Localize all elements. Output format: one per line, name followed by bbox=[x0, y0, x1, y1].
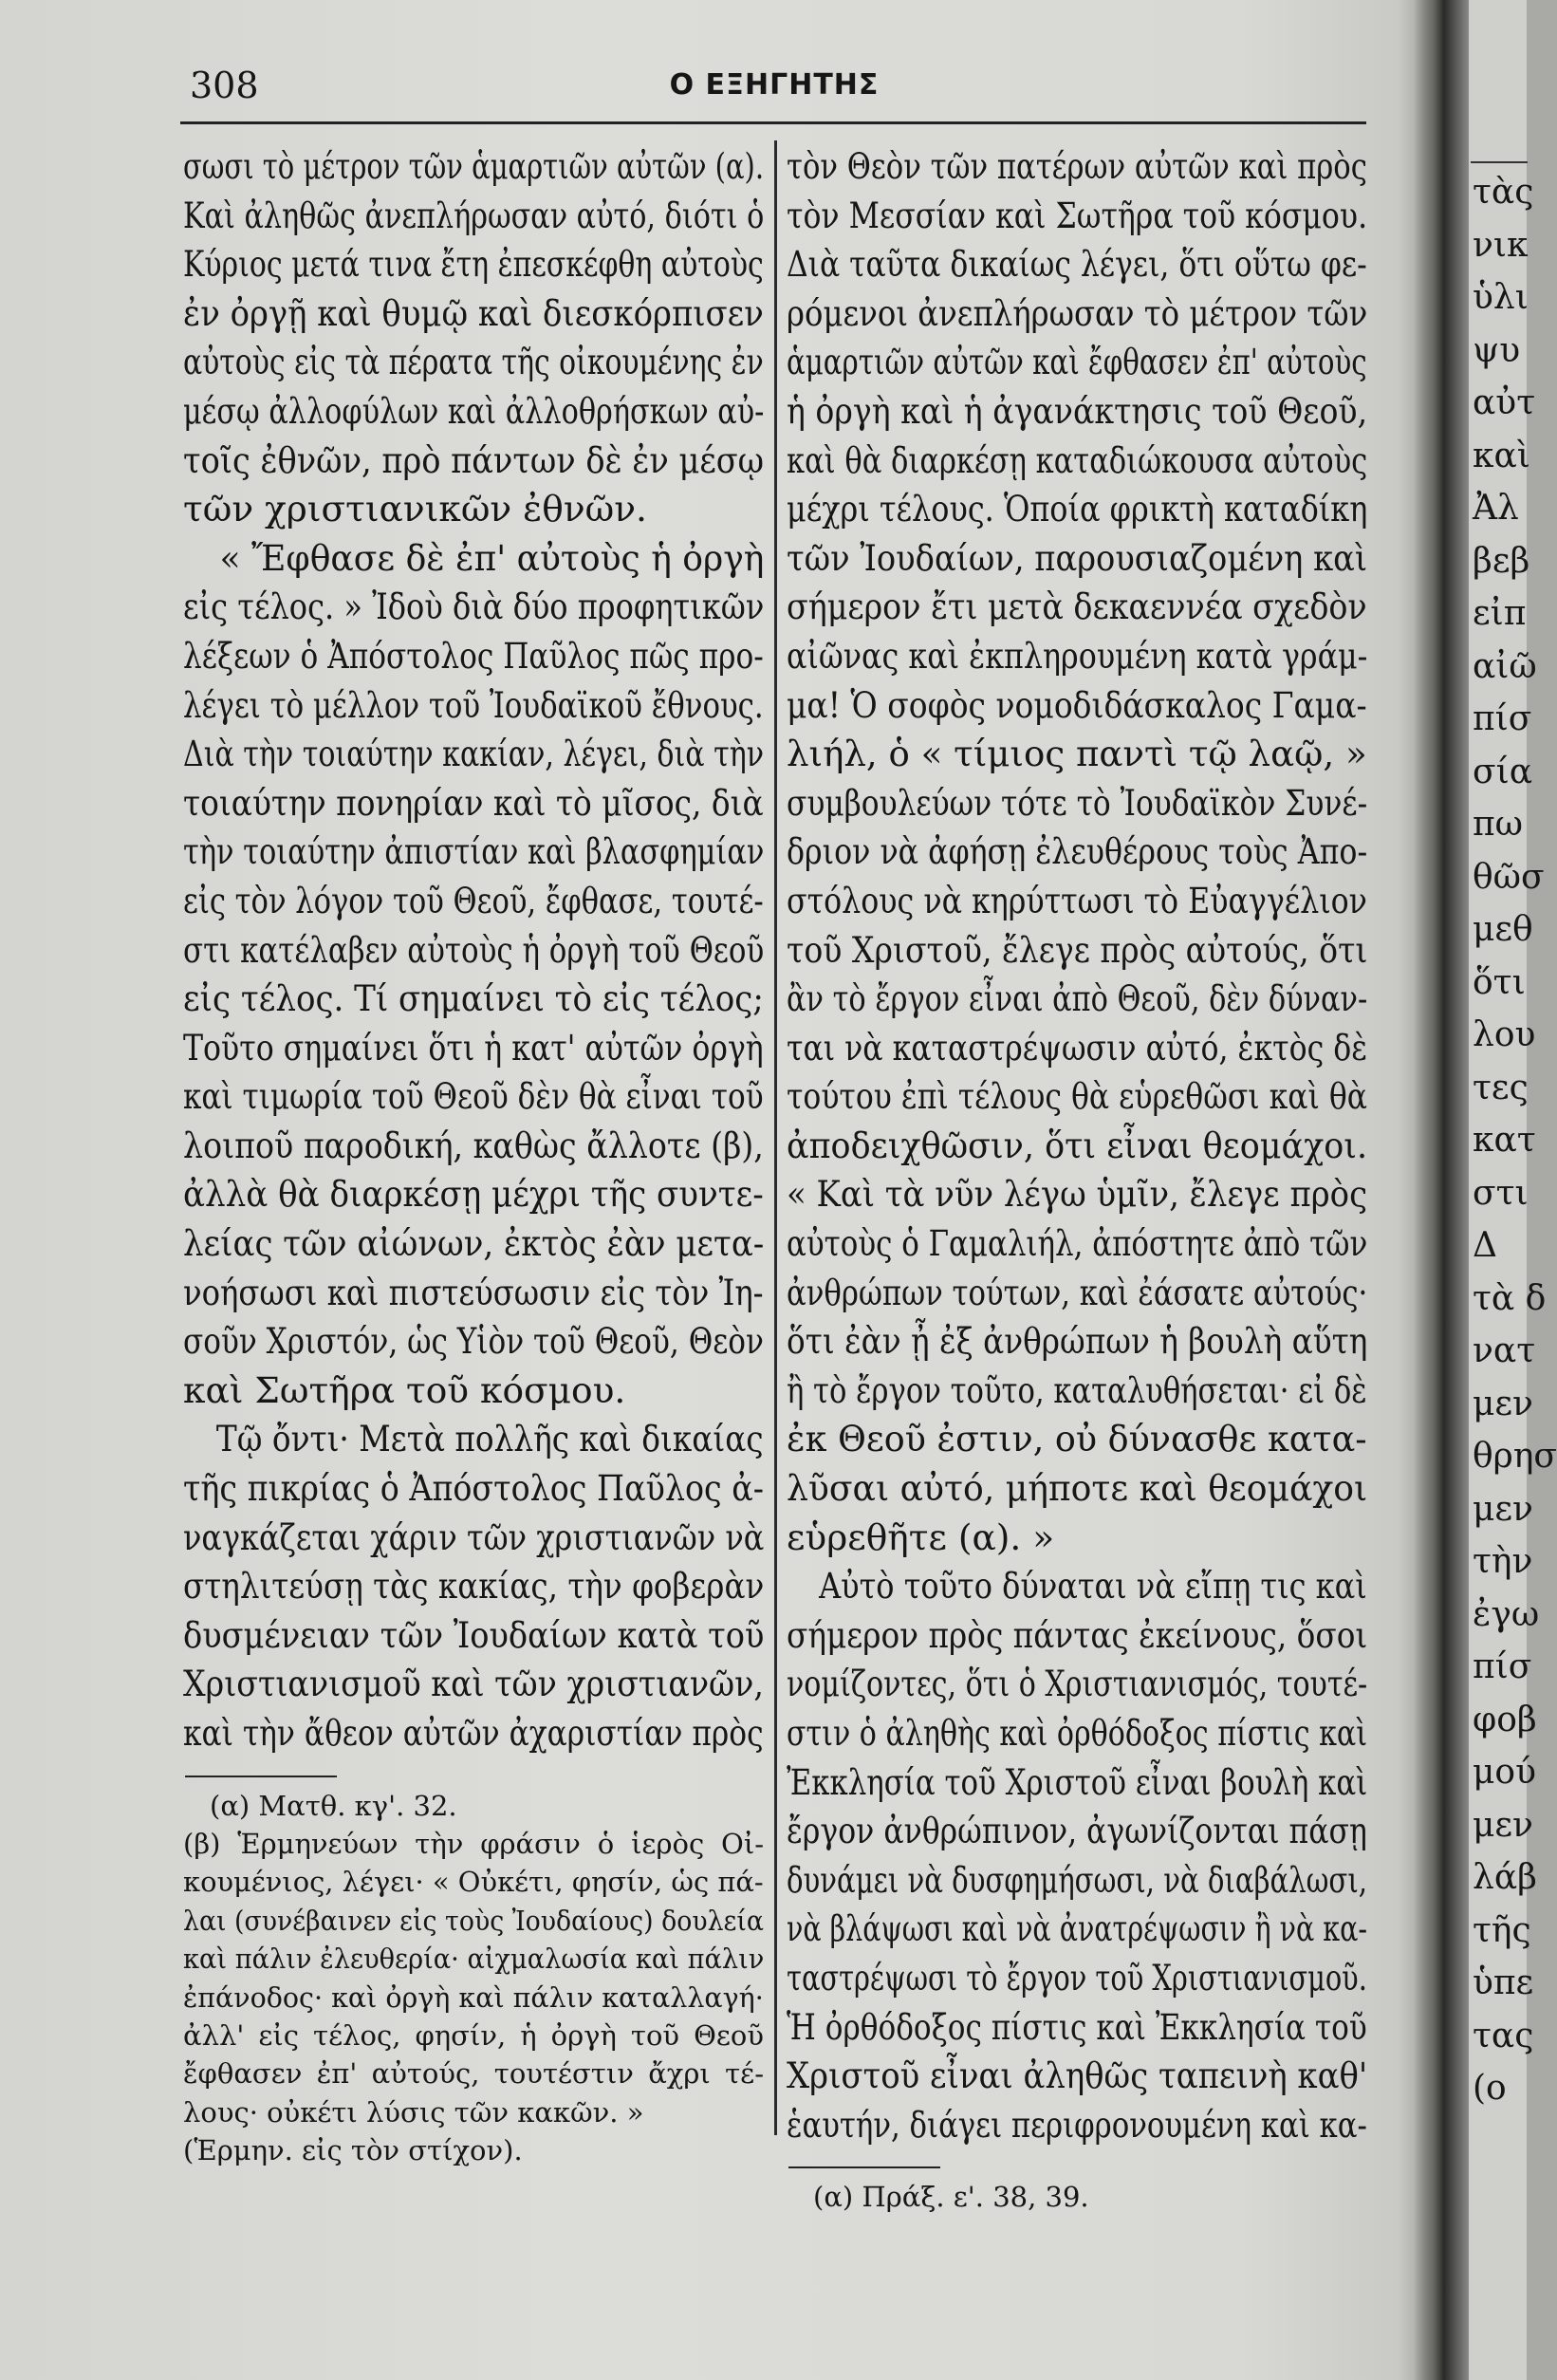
text-line: στι κατέλαβεν αὐτοὺς ἡ ὀργὴ τοῦ Θεοῦ bbox=[183, 928, 765, 971]
text-line: Διὰ τὴν τοιαύτην κακίαν, λέγει, διὰ τὴν bbox=[183, 733, 765, 775]
facing-page-fragment: θῶσ bbox=[1473, 857, 1545, 897]
footnote-line: (α) Πράξ. ε'. 38, 39. bbox=[813, 2181, 1089, 2214]
facing-page-fragment: ὑλι bbox=[1473, 278, 1529, 317]
facing-page-fragment: μεθ bbox=[1473, 910, 1533, 949]
footnote-line: (β) Ἑρμηνεύων τὴν φράσιν ὁ ἱερὸς Οἰ- bbox=[183, 1828, 764, 1860]
text-line: ναγκάζεται χάριν τῶν χριστιανῶν νὰ bbox=[183, 1515, 765, 1558]
text-line: αἰῶνας καὶ ἐκπληρουμένη κατὰ γράμ- bbox=[787, 634, 1368, 677]
text-line: ἑαυτήν, διάγει περιφρονουμένη καὶ κα- bbox=[787, 2103, 1367, 2146]
facing-page-fragment: σία bbox=[1473, 752, 1532, 791]
footnote-line: λους· οὐκέτι λύσις τῶν κακῶν. » bbox=[183, 2095, 644, 2129]
text-line: ἀλλὰ θὰ διαρκέσῃ μέχρι τῆς συντε- bbox=[183, 1173, 764, 1216]
facing-page-fragment: νατ bbox=[1473, 1331, 1536, 1370]
text-line: τούτου ἐπὶ τέλους θὰ εὑρεθῶσι καὶ θὰ bbox=[787, 1075, 1367, 1118]
facing-page-fragment: μεν bbox=[1473, 1489, 1533, 1529]
text-line: δυνάμει νὰ δυσφημήσωσι, νὰ διαβάλωσι, bbox=[787, 1858, 1368, 1901]
facing-page-fragment: βεβ bbox=[1473, 541, 1530, 581]
text-line: ἔργον ἀνθρώπινον, ἀγωνίζονται πάσῃ bbox=[787, 1810, 1367, 1852]
footnote-line: κουμένιος, λέγει· « Οὐκέτι, φησίν, ὡς πά- bbox=[183, 1866, 764, 1899]
facing-page-fragment: λάβ bbox=[1473, 1858, 1537, 1897]
text-line: σήμερον ἔτι μετὰ δεκαεννέα σχεδὸν bbox=[787, 586, 1367, 628]
text-line: ἐν ὀργῇ καὶ θυμῷ καὶ διεσκόρπισεν bbox=[183, 291, 764, 334]
text-line: δυσμένειαν τῶν Ἰουδαίων κατὰ τοῦ bbox=[183, 1613, 765, 1656]
text-line: στηλιτεύσῃ τὰς κακίας, τὴν φοβερὰν bbox=[183, 1565, 765, 1608]
facing-page-fragment: τὴν bbox=[1473, 1542, 1533, 1581]
text-line: ται νὰ καταστρέψωσιν αὐτό, ἐκτὸς δὲ bbox=[787, 1026, 1368, 1069]
text-line: μέσῳ ἀλλοφύλων καὶ ἀλλοθρήσκων αὐ- bbox=[183, 389, 765, 432]
text-line: λῦσαι αὐτό, μήποτε καὶ θεομάχοι bbox=[787, 1467, 1368, 1510]
facing-page-fragment: φοβ bbox=[1473, 1700, 1537, 1739]
text-line: ἢ τὸ ἔργον τοῦτο, καταλυθήσεται· εἰ δὲ bbox=[787, 1368, 1367, 1411]
header-rule bbox=[180, 121, 1366, 124]
text-line: σήμερον πρὸς πάντας ἐκείνους, ὅσοι bbox=[787, 1613, 1368, 1656]
facing-page-fragment: τὰς bbox=[1473, 173, 1534, 212]
facing-page-fragment: ὑπε bbox=[1473, 1963, 1534, 2002]
footnote-line: (Ἑρμην. εἰς τὸν στίχον). bbox=[183, 2134, 523, 2167]
facing-page-fragment: Ἀλ bbox=[1473, 489, 1519, 528]
running-title: Ο ΕΞΗΓΗΤΗΣ bbox=[669, 68, 880, 102]
text-line: ὅτι ἐὰν ᾖ ἐξ ἀνθρώπων ἡ βουλὴ αὕτη bbox=[787, 1320, 1368, 1363]
facing-page-fragments bbox=[1469, 166, 1557, 2115]
text-line: Ἡ ὀρθόδοξος πίστις καὶ Ἐκκλησία τοῦ bbox=[787, 2005, 1367, 2048]
right-footnotes bbox=[787, 2178, 1367, 2216]
text-line: τοῦ Χριστοῦ, ἔλεγε πρὸς αὐτούς, ὅτι bbox=[787, 928, 1368, 971]
facing-page-fragment: αἰῶ bbox=[1473, 646, 1537, 686]
facing-page-fragment: τας bbox=[1473, 2016, 1534, 2055]
text-line: ρόμενοι ἀνεπλήρωσαν τὸ μέτρον τῶν bbox=[787, 291, 1368, 334]
facing-page-fragment: ἐγω bbox=[1473, 1594, 1540, 1634]
facing-page-fragment: πίσ bbox=[1473, 699, 1532, 738]
text-line: λιήλ, ὁ « τίμιος παντὶ τῷ λαῷ, » bbox=[787, 733, 1367, 775]
text-line: καὶ τὴν ἄθεον αὐτῶν ἀχαριστίαν πρὸς bbox=[183, 1712, 764, 1754]
text-line: τῶν χριστιανικῶν ἐθνῶν. bbox=[183, 488, 647, 530]
text-line: εὑρεθῆτε (α). » bbox=[787, 1515, 1055, 1558]
facing-page-fragment: Δ bbox=[1473, 1226, 1497, 1265]
facing-page-fragment: νικ bbox=[1473, 225, 1529, 265]
right-column bbox=[787, 142, 1367, 2217]
text-line: ἀνθρώπων τούτων, καὶ ἐάσατε αὐτούς· bbox=[787, 1271, 1368, 1313]
text-line: σωσι τὸ μέτρον τῶν ἁμαρτιῶν αὐτῶν (α). bbox=[183, 145, 765, 187]
facing-page-fragment: μού bbox=[1473, 1753, 1536, 1792]
text-line: Διὰ ταῦτα δικαίως λέγει, ὅτι οὕτω φε- bbox=[787, 243, 1367, 286]
text-line: Καὶ ἀληθῶς ἀνεπλήρωσαν αὐτό, διότι ὁ bbox=[183, 194, 765, 236]
text-line: νὰ βλάψωσι καὶ νὰ ἀνατρέψωσιν ἢ νὰ κα- bbox=[787, 1907, 1367, 1950]
text-line: ταστρέψωσι τὸ ἔργον τοῦ Χριστιανισμοῦ. bbox=[787, 1956, 1367, 1999]
text-line: μέχρι τέλους. Ὁποία φρικτὴ καταδίκη bbox=[787, 488, 1368, 530]
page-number: 308 bbox=[190, 65, 259, 106]
text-line: ἂν τὸ ἔργον εἶναι ἀπὸ Θεοῦ, δὲν δύναν- bbox=[787, 977, 1368, 1020]
facing-page-fragment: κατ bbox=[1473, 1121, 1536, 1160]
text-line: τοῖς ἐθνῶν, πρὸ πάντων δὲ ἐν μέσῳ bbox=[183, 438, 765, 481]
right-footnote-rule bbox=[788, 2166, 940, 2168]
text-line: Τοῦτο σημαίνει ὅτι ἡ κατ' αὐτῶν ὀργὴ bbox=[183, 1026, 764, 1069]
text-line: Ἐκκλησία τοῦ Χριστοῦ εἶναι βουλὴ καὶ bbox=[787, 1760, 1368, 1803]
text-line: τῶν Ἰουδαίων, παρουσιαζομένη καὶ bbox=[787, 536, 1368, 579]
text-line: αὐτοὺς εἰς τὰ πέρατα τῆς οἰκουμένης ἐν bbox=[183, 341, 764, 383]
text-line: μα! Ὁ σοφὸς νομοδιδάσκαλος Γαμα- bbox=[787, 683, 1367, 726]
facing-page-fragment: ὅτι bbox=[1473, 962, 1526, 1002]
text-line: τῆς πικρίας ὁ Ἀπόστολος Παῦλος ἀ- bbox=[183, 1467, 764, 1510]
facing-page-fragment: αὐτ bbox=[1473, 383, 1536, 422]
footnote-line: λαι (συνέβαινεν εἰς τοὺς Ἰουδαίους) δουλεία bbox=[183, 1904, 764, 1937]
text-line: λείας τῶν αἰώνων, ἐκτὸς ἐὰν μετα- bbox=[183, 1222, 765, 1265]
book-gutter bbox=[1414, 0, 1469, 2380]
facing-page-fragment: πω bbox=[1473, 805, 1524, 844]
text-line: εἰς τέλος. Τί σημαίνει τὸ εἰς τέλος; bbox=[183, 977, 764, 1020]
text-line: « Ἔφθασε δὲ ἐπ' αὐτοὺς ἡ ὀργὴ bbox=[219, 536, 765, 579]
left-footnote-rule bbox=[185, 1776, 337, 1777]
facing-page-fragment: μεν bbox=[1473, 1384, 1533, 1423]
text-line: λέγει τὸ μέλλον τοῦ Ἰουδαϊκοῦ ἔθνους. bbox=[183, 683, 764, 726]
text-line: καὶ θὰ διαρκέσῃ καταδιώκουσα αὐτοὺς bbox=[787, 438, 1368, 481]
text-line: ἐκ Θεοῦ ἐστιν, οὐ δύνασθε κατα- bbox=[787, 1418, 1367, 1460]
text-line: ἡ ὀργὴ καὶ ἡ ἀγανάκτησις τοῦ Θεοῦ, bbox=[787, 389, 1368, 432]
text-line: λέξεων ὁ Ἀπόστολος Παῦλος πῶς προ- bbox=[183, 634, 764, 677]
column-divider bbox=[774, 140, 777, 2135]
page-header bbox=[186, 59, 1362, 116]
text-line: Χριστιανισμοῦ καὶ τῶν χριστιανῶν, bbox=[183, 1663, 764, 1705]
text-line: στιν ὁ ἀληθὴς καὶ ὀρθόδοξος πίστις καὶ bbox=[787, 1712, 1368, 1754]
text-line: καὶ τιμωρία τοῦ Θεοῦ δὲν θὰ εἶναι τοῦ bbox=[183, 1075, 764, 1118]
text-line: αὐτοὺς ὁ Γαμαλιήλ, ἀπόστητε ἀπὸ τῶν bbox=[787, 1222, 1368, 1265]
text-line: ἁμαρτιῶν αὐτῶν καὶ ἔφθασεν ἐπ' αὐτοὺς bbox=[787, 341, 1367, 383]
text-line: σοῦν Χριστόν, ὡς Υἱὸν τοῦ Θεοῦ, Θεὸν bbox=[183, 1320, 764, 1363]
facing-page-fragment: καὶ bbox=[1473, 436, 1530, 475]
facing-page-fragment: ψυ bbox=[1473, 330, 1521, 370]
facing-page-fragment: λου bbox=[1473, 1015, 1536, 1054]
facing-page-fragment: τὰ δ bbox=[1473, 1278, 1547, 1318]
facing-page-header-rule bbox=[1471, 161, 1528, 163]
left-footnotes bbox=[183, 1787, 764, 2170]
footnote-line: (α) Ματθ. κγ'. 32. bbox=[210, 1789, 457, 1822]
text-line: Αὐτὸ τοῦτο δύναται νὰ εἴπῃ τις καὶ bbox=[819, 1565, 1367, 1608]
facing-page-edge bbox=[1469, 0, 1557, 2380]
footnote-line: ἀλλ' εἰς τέλος, φησίν, ἡ ὀργὴ τοῦ Θεοῦ bbox=[183, 2019, 764, 2053]
text-line: τοιαύτην πονηρίαν καὶ τὸ μῖσος, διὰ bbox=[183, 781, 764, 824]
text-line: συμβουλεύων τότε τὸ Ἰουδαϊκὸν Συνέ- bbox=[787, 781, 1368, 824]
facing-page-fragment: εἰπ bbox=[1473, 594, 1527, 633]
facing-page-fragment: (ο bbox=[1473, 2069, 1507, 2108]
text-line: εἰς τέλος. » Ἰδοὺ διὰ δύο προφητικῶν bbox=[183, 586, 765, 628]
facing-page-fragment: θρησ bbox=[1473, 1437, 1557, 1476]
footnote-line: ἔφθασεν ἐπ' αὐτούς, τουτέστιν ἄχρι τέ- bbox=[183, 2057, 764, 2091]
text-line: στόλους νὰ κηρύττωσι τὸ Εὐαγγέλιον bbox=[787, 879, 1367, 921]
text-line: « Καὶ τὰ νῦν λέγω ὑμῖν, ἔλεγε πρὸς bbox=[787, 1173, 1368, 1216]
facing-page-fragment: τες bbox=[1473, 1068, 1529, 1107]
text-line: τὸν Μεσσίαν καὶ Σωτῆρα τοῦ κόσμου. bbox=[787, 194, 1368, 236]
text-line: Κύριος μετά τινα ἔτη ἐπεσκέφθη αὐτοὺς bbox=[183, 243, 764, 286]
text-line: ἀποδειχθῶσιν, ὅτι εἶναι θεομάχοι. bbox=[787, 1124, 1368, 1166]
text-line: καὶ Σωτῆρα τοῦ κόσμου. bbox=[183, 1368, 626, 1411]
text-line: λοιποῦ παροδική, καθὼς ἄλλοτε (β), bbox=[183, 1124, 764, 1166]
text-line: νοήσωσι καὶ πιστεύσωσιν εἰς τὸν Ἰη- bbox=[183, 1271, 764, 1313]
facing-page-fragment: μεν bbox=[1473, 1805, 1533, 1845]
footnote-line: καὶ πάλιν ἐλευθερία· αἰχμαλωσία καὶ πάλιν bbox=[183, 1943, 765, 1976]
text-line: Τῷ ὄντι· Μετὰ πολλῆς καὶ δικαίας bbox=[215, 1418, 764, 1460]
text-line: Χριστοῦ εἶναι ἀληθῶς ταπεινὴ καθ' bbox=[787, 2055, 1368, 2097]
facing-page-fragment: στι bbox=[1473, 1173, 1529, 1213]
left-column bbox=[183, 142, 764, 2170]
footnote-line: ἐπάνοδος· καὶ ὀργὴ καὶ πάλιν καταλλαγή· bbox=[183, 1980, 764, 2014]
facing-page-fragment: πίσ bbox=[1473, 1647, 1532, 1686]
text-line: δριον νὰ ἀφήσῃ ἐλευθέρους τοὺς Ἀπο- bbox=[787, 830, 1368, 873]
left-column-text bbox=[183, 142, 764, 1758]
text-line: τὴν τοιαύτην ἀπιστίαν καὶ βλασφημίαν bbox=[183, 830, 765, 873]
text-line: εἰς τὸν λόγον τοῦ Θεοῦ, ἔφθασε, τουτέ- bbox=[183, 879, 764, 921]
facing-page-fragment: τῆς bbox=[1473, 1910, 1531, 1950]
text-line: τὸν Θεὸν τῶν πατέρων αὐτῶν καὶ πρὸς bbox=[787, 145, 1367, 187]
right-column-text bbox=[787, 142, 1367, 2149]
text-line: νομίζοντες, ὅτι ὁ Χριστιανισμός, τουτέ- bbox=[787, 1663, 1368, 1705]
